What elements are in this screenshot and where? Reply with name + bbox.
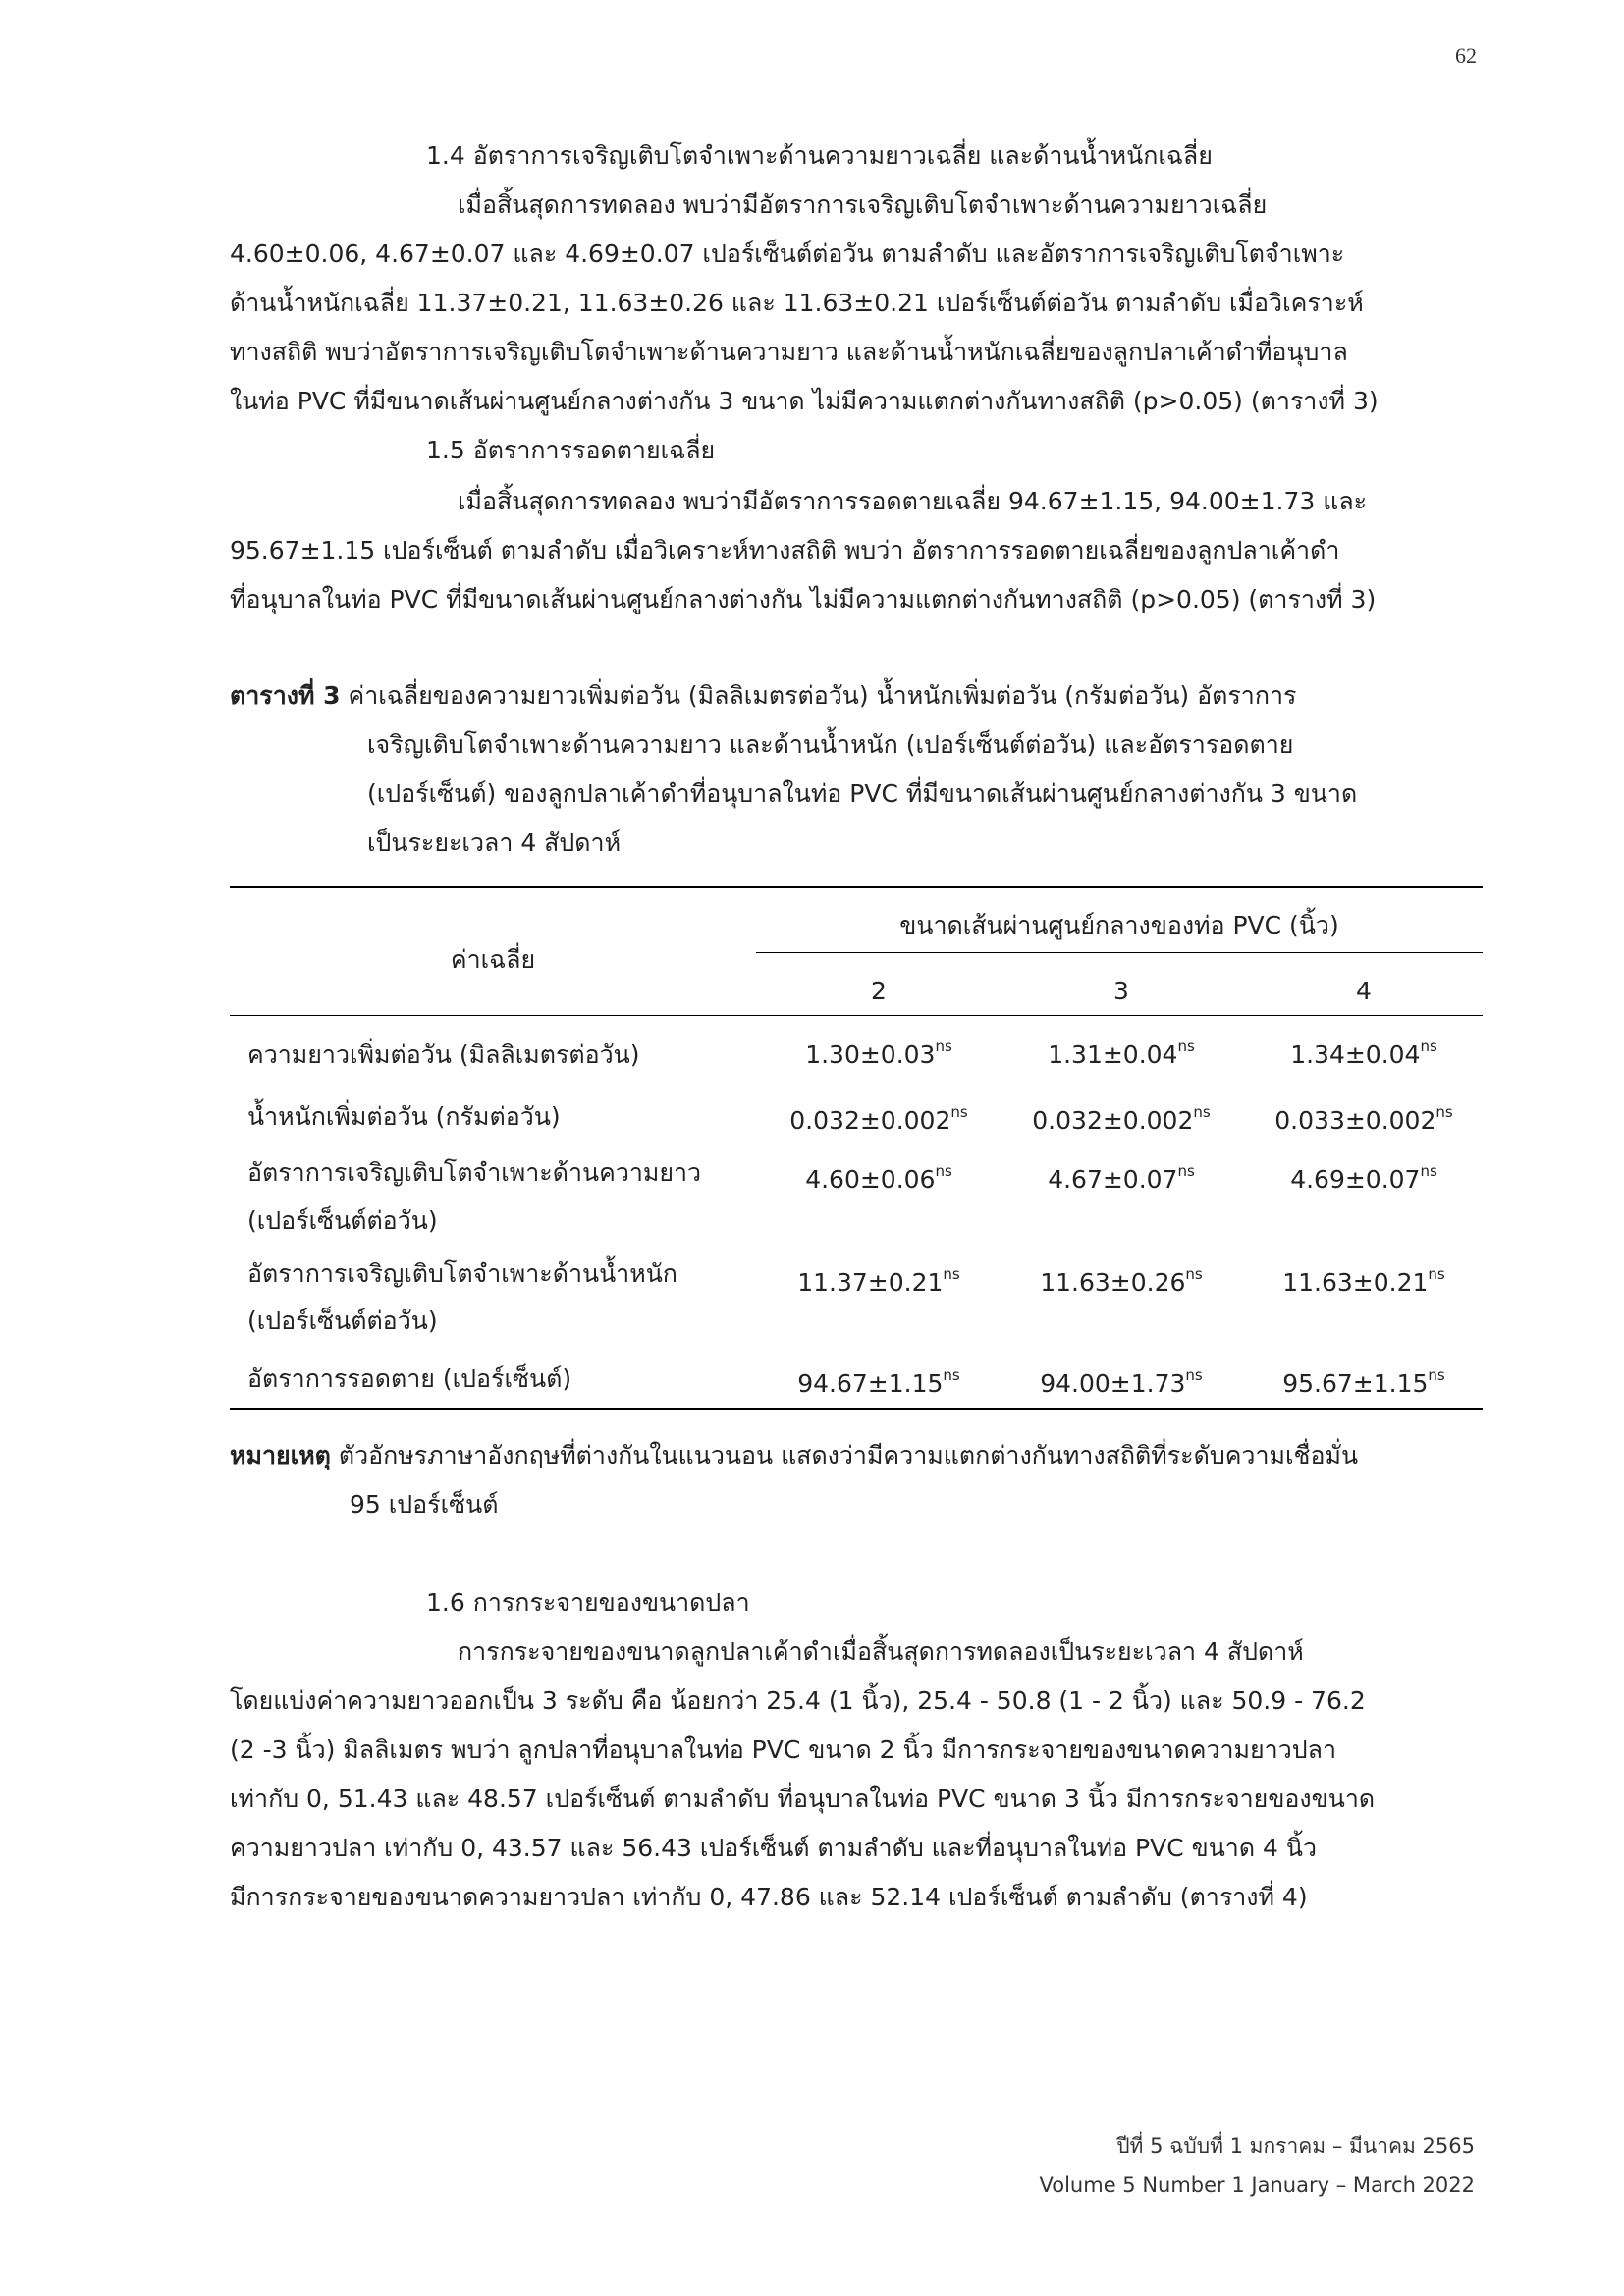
column-header-3: 3 — [1113, 977, 1129, 1005]
cell-sup: ns — [1177, 1038, 1195, 1055]
cell-value: 1.30±0.03 — [805, 1041, 936, 1069]
table-cell — [1003, 1366, 1239, 1402]
table-group-header: ขนาดเส้นผ่านศูนย์กลางของท่อ PVC (นิ้ว) — [899, 911, 1339, 939]
body-line: เมื่อสิ้นสุดการทดลอง พบว่ามีอัตราการรอดตายเฉลี่ย 94.67±1.15, 94.00±1.73 และ — [458, 487, 1368, 515]
table-top-rule — [230, 886, 1483, 888]
table-row-label: (เปอร์เซ็นต์ต่อวัน) — [247, 1307, 438, 1335]
page-number: 62 — [1455, 43, 1477, 68]
body-line: 4.60±0.06, 4.67±0.07 และ 4.69±0.07 เปอร์เซ็นต์ต่อวัน ตามลำดับ และอัตราการเจริญเติบโตจำเพาะ — [230, 240, 1345, 268]
table-cell — [761, 1265, 997, 1301]
table-caption-line: (เปอร์เซ็นต์) ของลูกปลาเค้าดำที่อนุบาลในท่อ PVC ที่มีขนาดเส้นผ่านศูนย์กลางต่างกัน 3 ขนาด — [367, 779, 1358, 808]
column-header-4: 4 — [1356, 977, 1372, 1005]
cell-value: 95.67±1.15 — [1282, 1369, 1429, 1398]
table-cell — [1003, 1162, 1239, 1198]
column-header-2: 2 — [871, 977, 887, 1005]
table-caption-line: เจริญเติบโตจำเพาะด้านความยาว และด้านน้ำหนัก (เปอร์เซ็นต์ต่อวัน) และอัตรารอดตาย — [367, 730, 1294, 759]
note-text: ตัวอักษรภาษาอังกฤษที่ต่างกันในแนวนอน แสดงว่ามีความแตกต่างกันทางสถิติที่ระดับความเชื่อมั่น — [338, 1441, 1359, 1469]
table-cell — [761, 1366, 997, 1402]
section-1-6-body — [230, 1628, 1483, 1922]
cell-value: 4.60±0.06 — [805, 1165, 936, 1194]
body-line: การกระจายของขนาดลูกปลาเค้าดำเมื่อสิ้นสุดการทดลองเป็นระยะเวลา 4 สัปดาห์ — [458, 1637, 1304, 1666]
table-cell — [1246, 1103, 1482, 1139]
table-row-label: น้ำหนักเพิ่มต่อวัน (กรัมต่อวัน) — [247, 1102, 561, 1131]
cell-sup: ns — [1420, 1038, 1437, 1055]
section-1-4-body — [230, 181, 1483, 426]
cell-value: 4.67±0.07 — [1048, 1165, 1178, 1194]
section-1-4-heading: 1.4 อัตราการเจริญเติบโตจำเพาะด้านความยาวเฉลี่ย และด้านน้ำหนักเฉลี่ย — [426, 141, 1213, 170]
table-caption-label: ตารางที่ 3 — [230, 681, 341, 710]
table-bottom-rule — [230, 1408, 1483, 1410]
body-line: โดยแบ่งค่าความยาวออกเป็น 3 ระดับ คือ น้อยกว่า 25.4 (1 นิ้ว), 25.4 - 50.8 (1 - 2 นิ้ว) และ 50.9 - 76.2 — [230, 1686, 1366, 1715]
cell-sup: ns — [935, 1162, 952, 1180]
table-cell — [761, 1103, 997, 1139]
cell-sup: ns — [1185, 1265, 1203, 1283]
table-cell — [1003, 1265, 1239, 1301]
cell-value: 11.63±0.26 — [1040, 1268, 1186, 1297]
body-line: ความยาวปลา เท่ากับ 0, 43.57 และ 56.43 เปอร์เซ็นต์ ตามลำดับ และที่อนุบาลในท่อ PVC ขนาด 4 นิ้ว — [230, 1834, 1318, 1862]
cell-sup: ns — [1177, 1162, 1195, 1180]
body-line: เมื่อสิ้นสุดการทดลอง พบว่ามีอัตราการเจริญเติบโตจำเพาะด้านความยาวเฉลี่ย — [458, 190, 1268, 219]
table-caption — [230, 671, 1483, 868]
table-row-label: (เปอร์เซ็นต์ต่อวัน) — [247, 1206, 438, 1235]
cell-sup: ns — [943, 1265, 960, 1283]
table-header-rule — [230, 1015, 1483, 1016]
cell-sup: ns — [1420, 1162, 1437, 1180]
table-row-label: อัตราการรอดตาย (เปอร์เซ็นต์) — [247, 1364, 572, 1393]
cell-sup: ns — [950, 1103, 968, 1121]
section-1-5-body — [230, 477, 1483, 624]
table-caption-line: เป็นระยะเวลา 4 สัปดาห์ — [367, 828, 622, 857]
cell-value: 94.00±1.73 — [1040, 1369, 1186, 1398]
footer-thai: ปีที่ 5 ฉบับที่ 1 มกราคม – มีนาคม 2565 — [1116, 2134, 1475, 2158]
table-cell — [1246, 1162, 1482, 1198]
cell-value: 0.033±0.002 — [1274, 1106, 1436, 1135]
footer-english: Volume 5 Number 1 January – March 2022 — [1039, 2173, 1475, 2197]
body-line: เท่ากับ 0, 51.43 และ 48.57 เปอร์เซ็นต์ ตามลำดับ ที่อนุบาลในท่อ PVC ขนาด 3 นิ้ว มีการกระจายของขนาด — [230, 1785, 1376, 1813]
cell-sup: ns — [1193, 1103, 1211, 1121]
cell-sup: ns — [1435, 1103, 1453, 1121]
table-caption-line: ค่าเฉลี่ยของความยาวเพิ่มต่อวัน (มิลลิเมตรต่อวัน) น้ำหนักเพิ่มต่อวัน (กรัมต่อวัน) อัตราการ — [348, 681, 1297, 710]
cell-value: 1.34±0.04 — [1290, 1041, 1421, 1069]
table-row-label: ความยาวเพิ่มต่อวัน (มิลลิเมตรต่อวัน) — [247, 1041, 640, 1069]
cell-sup: ns — [1428, 1265, 1445, 1283]
body-line: มีการกระจายของขนาดความยาวปลา เท่ากับ 0, 47.86 และ 52.14 เปอร์เซ็นต์ ตามลำดับ (ตารางที่ 4) — [230, 1883, 1308, 1911]
section-1-5-heading: 1.5 อัตราการรอดตายเฉลี่ย — [426, 436, 716, 464]
section-1-6-heading: 1.6 การกระจายของขนาดปลา — [426, 1588, 750, 1617]
body-line: (2 -3 นิ้ว) มิลลิเมตร พบว่า ลูกปลาที่อนุบาลในท่อ PVC ขนาด 2 นิ้ว มีการกระจายของขนาดความยาวปลา — [230, 1735, 1336, 1764]
cell-value: 11.37±0.21 — [797, 1268, 944, 1297]
table-cell — [1003, 1103, 1239, 1139]
table-cell — [1246, 1366, 1482, 1402]
cell-sup: ns — [1428, 1366, 1445, 1384]
body-line: ที่อนุบาลในท่อ PVC ที่มีขนาดเส้นผ่านศูนย์กลางต่างกัน ไม่มีความแตกต่างกันทางสถิติ (p>0.05) (ตารางที่ 3) — [230, 585, 1377, 614]
cell-value: 4.69±0.07 — [1290, 1165, 1421, 1194]
table-cell — [1003, 1038, 1239, 1073]
table-note — [230, 1431, 1483, 1529]
cell-sup: ns — [943, 1366, 960, 1384]
table-row-label: อัตราการเจริญเติบโตจำเพาะด้านน้ำหนัก — [247, 1259, 677, 1288]
cell-sup: ns — [1185, 1366, 1203, 1384]
body-line: ในท่อ PVC ที่มีขนาดเส้นผ่านศูนย์กลางต่างกัน 3 ขนาด ไม่มีความแตกต่างกันทางสถิติ (p>0.05) (ตารางที่ 3) — [230, 387, 1379, 415]
cell-value: 11.63±0.21 — [1282, 1268, 1429, 1297]
table-group-rule — [756, 952, 1483, 953]
body-line: ด้านน้ำหนักเฉลี่ย 11.37±0.21, 11.63±0.26 และ 11.63±0.21 เปอร์เซ็นต์ต่อวัน ตามลำดับ เมื่อวิเคราะห์ — [230, 289, 1364, 317]
cell-value: 94.67±1.15 — [797, 1369, 944, 1398]
cell-value: 1.31±0.04 — [1048, 1041, 1178, 1069]
note-label: หมายเหตุ — [230, 1441, 331, 1469]
cell-value: 0.032±0.002 — [1032, 1106, 1194, 1135]
cell-sup: ns — [935, 1038, 952, 1055]
table-row-header: ค่าเฉลี่ย — [450, 945, 536, 974]
table-cell — [761, 1038, 997, 1073]
table-cell — [761, 1162, 997, 1198]
body-line: 95.67±1.15 เปอร์เซ็นต์ ตามลำดับ เมื่อวิเคราะห์ทางสถิติ พบว่า อัตราการรอดตายเฉลี่ยของลูกปลาเค้าดำ — [230, 536, 1340, 564]
body-line: ทางสถิติ พบว่าอัตราการเจริญเติบโตจำเพาะด้านความยาว และด้านน้ำหนักเฉลี่ยของลูกปลาเค้าดำที่อนุบาล — [230, 338, 1348, 366]
note-text: 95 เปอร์เซ็นต์ — [350, 1490, 499, 1519]
table-cell — [1246, 1265, 1482, 1301]
table-cell — [1246, 1038, 1482, 1073]
cell-value: 0.032±0.002 — [789, 1106, 951, 1135]
table-row-label: อัตราการเจริญเติบโตจำเพาะด้านความยาว — [247, 1158, 702, 1187]
